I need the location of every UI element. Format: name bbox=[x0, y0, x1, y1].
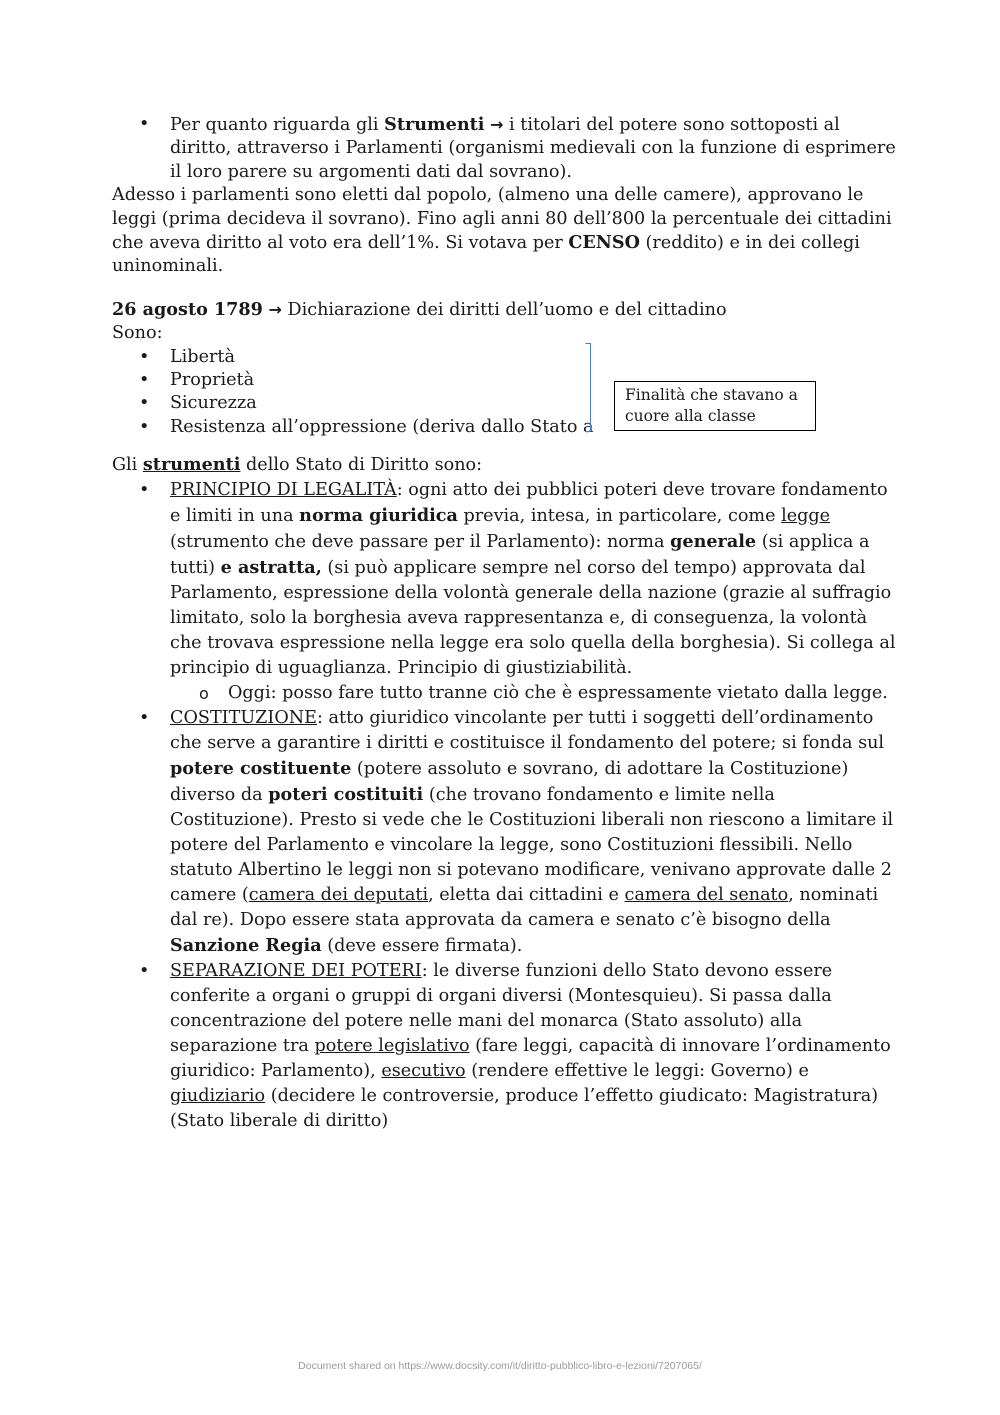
text-run: i titolari del potere sono sottoposti al diritto, attraverso i Parlamenti (organismi medievali con la funzione di esprimere il loro parere su argomenti dati dal sovrano). bbox=[170, 115, 896, 182]
text-run: Adesso i parlamenti sono eletti dal popolo, (almeno una delle camere), approvano le leggi (prima decideva il sovrano). Fino agli anni 80 dell’800 la percentuale dei cittadini che aveva diritto al voto era dell’1%. Si votava per bbox=[112, 185, 892, 254]
bold-text: norma giuridica bbox=[299, 504, 458, 526]
footer-source: Document shared on https://www.docsity.com/it/diritto-pubblico-libro-e-lezioni/7207065/ bbox=[298, 1360, 702, 1372]
declaration-heading bbox=[112, 298, 902, 322]
callout-text: Finalità che stavano a cuore alla classe bbox=[625, 386, 798, 425]
intro-list bbox=[112, 113, 902, 184]
underlined-text: giudiziario bbox=[170, 1085, 266, 1106]
sub-list-item: o Oggi: posso fare tutto tranne ciò che è espressamente vietato dalla legge. bbox=[170, 681, 902, 706]
text-run: Per quanto riguarda gli bbox=[170, 115, 385, 135]
underlined-text: camera dei deputati bbox=[248, 884, 429, 905]
list-item: • Resistenza all’oppressione (deriva dallo Stato a bbox=[112, 416, 902, 439]
item-heading: SEPARAZIONE DEI POTERI bbox=[170, 960, 422, 981]
text-run: (che trovano fondamento e limite nella Costituzione). Presto si vede che le Costituzioni liberali non riescono a limitare il potere del Parlamento e vincolare la legge, sono Costituzioni flessibili. Nello statuto Albertino le leggi non si potevano modificare, venivano approvate dalle 2 camere ( bbox=[170, 784, 894, 905]
list-item: • Sicurezza bbox=[112, 392, 902, 415]
text-run: previa, intesa, in particolare, come bbox=[457, 505, 782, 526]
text-run: (si può applicare sempre nel corso del tempo) approvata dal Parlamento, espressione della volontà generale della nazione (grazie al suffragio limitato, solo la borghesia aveva rappresentanza e, di conseguenza, la volontà che trovava espressione nella legge era solo quella della borghesia). Si collega al principio di uguaglianza. Principio di giustiziabilità. bbox=[170, 557, 896, 678]
underlined-text: potere legislativo bbox=[314, 1035, 470, 1056]
tools-list bbox=[112, 478, 902, 1134]
text-run: : atto giuridico vincolante per tutti i soggetti dell’ordinamento che serve a garantire i diritti e costituisce il fondamento del potere; si fonda sul bbox=[170, 707, 885, 753]
spacer bbox=[112, 279, 902, 298]
bold-text: poteri costituiti bbox=[268, 783, 424, 805]
text-run: , nominati dal re). Dopo essere stata approvata da camera e senato c’è bisogno della bbox=[170, 884, 879, 930]
list-item bbox=[112, 113, 902, 184]
bold-text: CENSO bbox=[568, 232, 640, 254]
document-page bbox=[112, 113, 902, 1134]
list-item: • Proprietà bbox=[112, 369, 902, 392]
underlined-text: camera del senato bbox=[624, 884, 789, 905]
text-run: (si applica a tutti) bbox=[170, 531, 870, 578]
arrow-icon: → bbox=[268, 299, 282, 319]
callout-box bbox=[614, 381, 816, 431]
text-run: : ogni atto dei pubblici poteri deve trovare fondamento e limiti in una bbox=[170, 479, 888, 526]
text-run: (fare leggi, capacità di innovare l’ordinamento giuridico: Parlamento), bbox=[170, 1035, 891, 1081]
bold-text: e astratta, bbox=[220, 556, 322, 578]
spacer bbox=[112, 439, 902, 453]
text-run: (rendere effettive le leggi: Governo) e bbox=[465, 1060, 809, 1081]
date-text: 26 agosto 1789 bbox=[112, 298, 263, 320]
declaration-title: Dichiarazione dei diritti dell’uomo e del cittadino bbox=[281, 299, 727, 320]
bold-text: generale bbox=[670, 530, 757, 552]
sono-label: Sono: bbox=[112, 323, 163, 344]
text-run: (deve essere firmata). bbox=[321, 935, 523, 956]
paragraph-parliaments bbox=[112, 184, 902, 279]
underlined-text: esecutivo bbox=[381, 1060, 466, 1081]
text-run: (decidere le controversie, produce l’effetto giudicato: Magistratura) (Stato liberale di diritto) bbox=[170, 1085, 879, 1131]
bold-text: Strumenti bbox=[384, 114, 485, 135]
arrow-icon: → bbox=[490, 115, 504, 134]
tools-intro bbox=[112, 453, 902, 477]
underlined-bold-text: strumenti bbox=[142, 454, 241, 476]
text-run: , eletta dai cittadini e bbox=[428, 884, 625, 905]
list-item-legality bbox=[112, 478, 902, 706]
bold-text: Sanzione Regia bbox=[170, 934, 322, 956]
list-item-separation bbox=[112, 959, 902, 1134]
text-run: (reddito) e in dei collegi uninominali. bbox=[112, 233, 860, 277]
text-run: dello Stato di Diritto sono: bbox=[240, 455, 483, 476]
sub-list bbox=[170, 681, 902, 706]
item-heading: COSTITUZIONE bbox=[170, 707, 318, 728]
text-run: (strumento che deve passare per il Parlamento): norma bbox=[170, 531, 671, 552]
text-run: (potere assoluto e sovrano, di adottare la Costituzione) diverso da bbox=[170, 758, 849, 805]
list-item: • Libertà bbox=[112, 346, 902, 369]
item-heading: PRINCIPIO DI LEGALITÀ bbox=[170, 479, 397, 500]
text-run: Gli bbox=[112, 455, 143, 476]
bold-text: potere costituente bbox=[170, 757, 352, 779]
list-item-constitution bbox=[112, 706, 902, 959]
text-run: : le diverse funzioni dello Stato devono essere conferite a organi o gruppi di organi diversi (Montesquieu). Si passa dalla concentrazione del potere nelle mani del monarca (Stato assoluto) alla separazione tra bbox=[170, 960, 833, 1056]
underlined-text: legge bbox=[781, 505, 831, 526]
brace-bracket bbox=[585, 343, 591, 432]
